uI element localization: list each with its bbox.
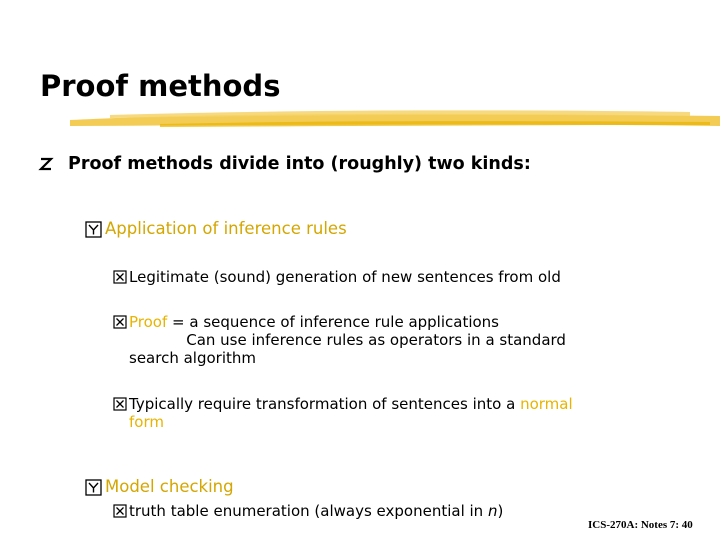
normal-form-suffix: form [129, 413, 164, 431]
slide-title: Proof methods [40, 69, 281, 103]
x-box-bullet-icon [113, 270, 127, 284]
model-checking-bullet-text: Model checking [105, 477, 234, 496]
truth-table-suffix: ) [497, 502, 504, 520]
main-bullet [38, 152, 531, 176]
z-bullet-icon [38, 156, 54, 172]
proof-definition-text [129, 313, 566, 367]
title-brush-rule [70, 106, 720, 130]
sound-generation-item [113, 268, 673, 286]
x-box-bullet-icon [113, 315, 127, 329]
application-bullet [85, 218, 347, 240]
main-bullet-text: Proof methods divide into (roughly) two kinds: [68, 154, 531, 174]
proof-definition-rest: = a sequence of inference rule applications Can use inference rules as operators in a standard search algorithm [129, 313, 566, 367]
truth-table-text [129, 502, 503, 520]
normal-form-text [129, 395, 573, 431]
slide-footer: ICS-270A: Notes 7: 40 [588, 519, 693, 531]
normal-form-item [113, 395, 673, 431]
y-box-bullet-icon [85, 479, 102, 496]
normal-form-term: normal [520, 395, 573, 413]
x-box-bullet-icon [113, 397, 127, 411]
normal-form-prefix: Typically require transformation of sentences into a [129, 395, 521, 413]
truth-table-item [113, 502, 573, 520]
model-checking-bullet [85, 476, 234, 498]
application-bullet-text: Application of inference rules [105, 219, 347, 238]
sound-generation-text: Legitimate (sound) generation of new sentences from old [129, 268, 561, 286]
x-box-bullet-icon [113, 504, 127, 518]
proof-term: Proof [129, 313, 168, 331]
y-box-bullet-icon [85, 221, 102, 238]
variable-n: n [487, 502, 498, 520]
proof-definition-item [113, 313, 673, 367]
truth-table-prefix: truth table enumeration (always exponential in [129, 502, 488, 520]
